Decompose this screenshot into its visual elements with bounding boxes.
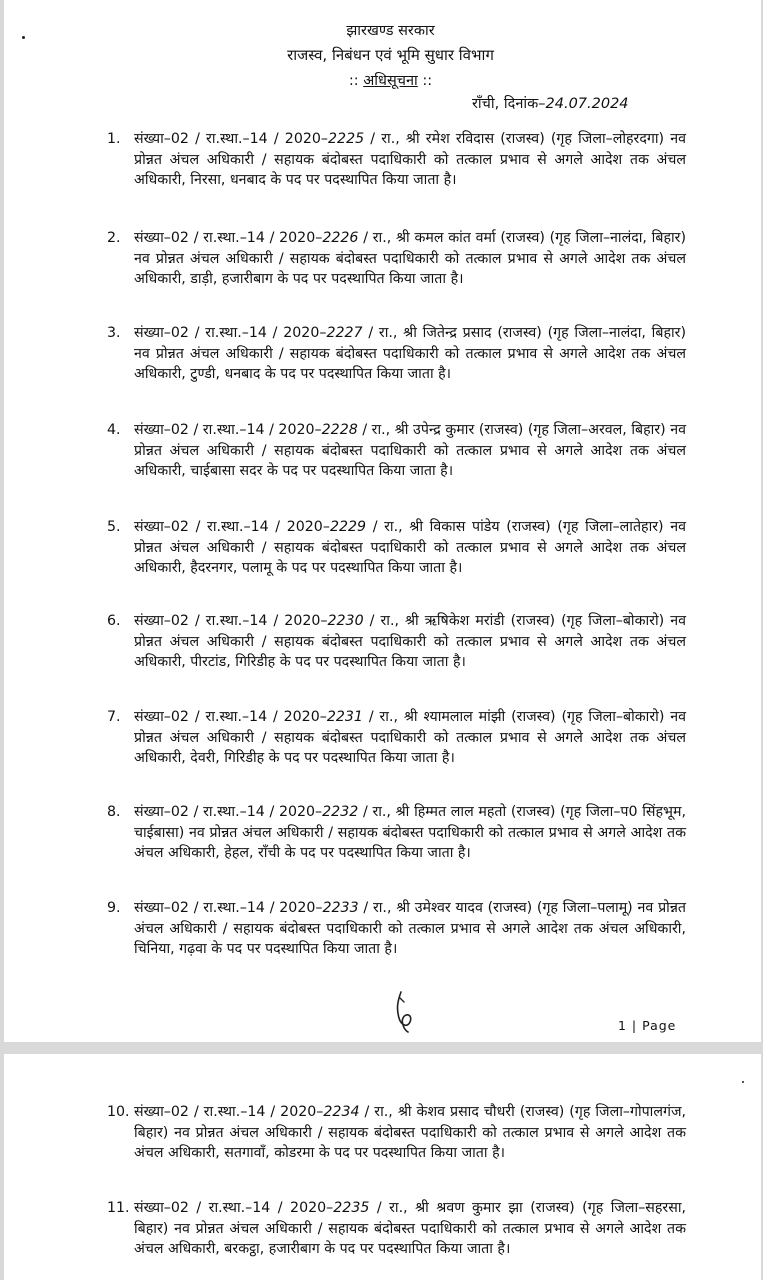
date-line (472, 93, 629, 113)
item-text: / रा., श्री विकास पांडेय (राजस्व) (गृह जिला–लातेहार) नव प्रोन्नत अंचल अधिकारी / सहायक बंदोबस्त पदाधिकारी को तत्काल प्रभाव से अगले आदेश तक अंचल अधिकारी, हैदरनगर, पलामू के पद पर पदस्थापित किया जाता है। (134, 519, 687, 576)
list-item (107, 898, 686, 960)
item-order-no: 2225 (328, 131, 365, 147)
item-number: 1. (107, 131, 121, 147)
item-ref: संख्या–02 / रा.स्था.–14 / 2020– (134, 709, 327, 725)
item-number: 6. (107, 613, 121, 629)
item-text: / रा., श्री रमेश रविदास (राजस्व) (गृह जिला–लोहरदगा) नव प्रोन्नत अंचल अधिकारी / सहायक बंदोबस्त पदाधिकारी को तत्काल प्रभाव से अगले आदेश तक अंचल अधिकारी, निरसा, धनबाद के पद पर पदस्थापित किया जाता है। (134, 131, 687, 188)
item-text: / रा., श्री श्यामलाल मांझी (राजस्व) (गृह जिला–बोकारो) नव प्रोन्नत अंचल अधिकारी / सहायक बंदोबस्त पदाधिकारी को तत्काल प्रभाव से अगले आदेश तक अंचल अधिकारी, देवरी, गिरिडीह के पद पर पदस्थापित किया जाता है। (134, 709, 686, 766)
list-item (107, 611, 686, 673)
item-ref: संख्या–02 / रा.स्था.–14 / 2020– (134, 519, 330, 535)
item-order-no: 2226 (322, 230, 359, 246)
heading-suffix: :: (422, 73, 433, 89)
item-text: / रा., श्री ऋषिकेश मरांडी (राजस्व) (गृह जिला–बोकारो) नव प्रोन्नत अंचल अधिकारी / सहायक बंदोबस्त पदाधिकारी को तत्काल प्रभाव से अगले आदेश तक अंचल अधिकारी, पीरटांड, गिरिडीह के पद पर पदस्थापित किया जाता है। (134, 613, 686, 670)
item-text: / रा., श्री हिम्मत लाल महतो (राजस्व) (गृह जिला–प0 सिंहभूम, चाईबासा) नव प्रोन्नत अंचल अधिकारी / सहायक बंदोबस्त पदाधिकारी को तत्काल प्रभाव से अगले आदेश तक अंचल अधिकारी, हेहल, राँची के पद पर पदस्थापित किया जाता है। (134, 804, 686, 861)
list-item (107, 707, 686, 769)
item-ref: संख्या–02 / रा.स्था.–14 / 2020– (134, 613, 328, 629)
notification-heading (12, 70, 761, 90)
item-order-no: 2231 (326, 709, 363, 725)
item-text: / रा., श्री श्रवण कुमार झा (राजस्व) (गृह जिला–सहरसा, बिहार) नव प्रोन्नत अंचल अधिकारी / सहायक बंदोबस्त पदाधिकारी को तत्काल प्रभाव से अगले आदेश तक अंचल अधिकारी, बरकट्ठा, हजारीबाग के पद पर पदस्थापित किया जाता है। (134, 1200, 686, 1257)
item-ref: संख्या–02 / रा.स्था.–14 / 2020– (134, 325, 327, 341)
item-ref: संख्या–02 / रा.स्था.–14 / 2020– (134, 1104, 324, 1120)
item-ref: संख्या–02 / रा.स्था.–14 / 2020– (134, 1200, 334, 1216)
item-number: 9. (107, 900, 121, 916)
item-text: / रा., श्री जितेन्द्र प्रसाद (राजस्व) (गृह जिला–नालंदा, बिहार) नव प्रोन्नत अंचल अधिकारी / सहायक बंदोबस्त पदाधिकारी को तत्काल प्रभाव से अगले आदेश तक अंचल अधिकारी, टुण्डी, धनबाद के पद पर पदस्थापित किया जाता है। (134, 325, 687, 382)
item-text: / रा., श्री केशव प्रसाद चौधरी (राजस्व) (गृह जिला–गोपालगंज, बिहार) नव प्रोन्नत अंचल अधिकारी / सहायक बंदोबस्त पदाधिकारी को तत्काल प्रभाव से अगले आदेश तक अंचल अधिकारी, सतगावाँ, कोडरमा के पद पर पदस्थापित किया जाता है। (134, 1104, 686, 1161)
list-item (107, 228, 686, 290)
item-order-no: 2234 (323, 1104, 360, 1120)
date-value: 24.07.2024 (545, 96, 629, 112)
item-order-no: 2227 (326, 325, 363, 341)
date-place: राँची, दिनांक– (472, 96, 546, 112)
list-item (107, 323, 687, 385)
list-item (107, 517, 687, 579)
item-text: / रा., श्री कमल कांत वर्मा (राजस्व) (गृह जिला–नालंदा, बिहार) नव प्रोन्नत अंचल अधिकारी / सहायक बंदोबस्त पदाधिकारी को तत्काल प्रभाव से अगले आदेश तक अंचल अधिकारी, डाड़ी, हजारीबाग के पद पर पदस्थापित किया जाता है। (134, 230, 686, 287)
item-number: 3. (107, 325, 121, 341)
item-order-no: 2232 (322, 804, 359, 820)
item-number: 11. (107, 1200, 130, 1216)
list-item (107, 1102, 686, 1164)
item-ref: संख्या–02 / रा.स्था.–14 / 2020– (134, 422, 322, 438)
government-name: झारखण्ड सरकार (346, 23, 435, 39)
item-number: 5. (107, 519, 121, 535)
item-ref: संख्या–02 / रा.स्था.–14 / 2020– (134, 900, 323, 916)
signature-mark (392, 990, 418, 1034)
item-text: / रा., श्री उपेन्द्र कुमार (राजस्व) (गृह जिला–अरवल, बिहार) नव प्रोन्नत अंचल अधिकारी / सहायक बंदोबस्त पदाधिकारी को तत्काल प्रभाव से अगले आदेश तक अंचल अधिकारी, चाईबासा सदर के पद पर पदस्थापित किया जाता है। (134, 422, 687, 479)
page-number: 1 | Page (618, 1018, 677, 1033)
list-item (107, 129, 687, 191)
department-name: राजस्व, निबंधन एवं भूमि सुधार विभाग (287, 46, 494, 64)
heading-prefix: :: (348, 73, 359, 89)
item-ref: संख्या–02 / रा.स्था.–14 / 2020– (134, 131, 329, 147)
item-order-no: 2235 (333, 1200, 370, 1216)
item-order-no: 2230 (327, 613, 364, 629)
item-text: / रा., श्री उमेश्वर यादव (राजस्व) (गृह जिला–पलामू) नव प्रोन्नत अंचल अधिकारी / सहायक बंदोबस्त पदाधिकारी को तत्काल प्रभाव से अगले आदेश तक अंचल अधिकारी, चिनिया, गढ़वा के पद पर पदस्थापित किया जाता है। (134, 900, 686, 957)
list-item (107, 802, 686, 864)
item-order-no: 2229 (329, 519, 367, 535)
scan-speck (742, 1081, 744, 1083)
document-page-1 (4, 0, 761, 1042)
heading-title: अधिसूचना (363, 73, 418, 89)
item-number: 7. (107, 709, 121, 725)
item-ref: संख्या–02 / रा.स्था.–14 / 2020– (134, 804, 323, 820)
list-item (107, 1198, 686, 1260)
item-order-no: 2228 (321, 422, 358, 438)
item-order-no: 2233 (322, 900, 359, 916)
item-number: 2. (107, 230, 121, 246)
item-ref: संख्या–02 / रा.स्था.–14 / 2020– (134, 230, 323, 246)
item-number: 10. (107, 1104, 130, 1120)
document-page-2 (4, 1054, 761, 1280)
list-item (107, 420, 687, 482)
item-number: 4. (107, 422, 121, 438)
item-number: 8. (107, 804, 121, 820)
